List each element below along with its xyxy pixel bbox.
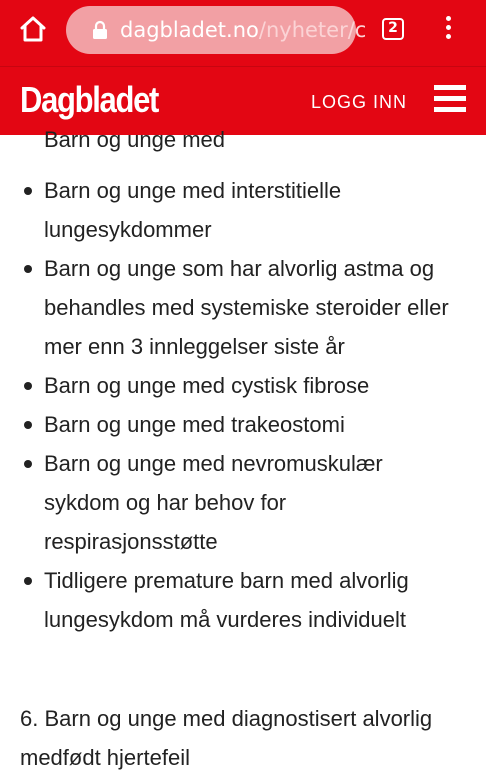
url-text[interactable]: [120, 17, 367, 43]
url-path: /nyheter/c: [258, 18, 367, 42]
clipped-text-line: Barn og unge med: [44, 127, 226, 152]
hamburger-menu-icon[interactable]: [434, 85, 466, 117]
list-item: Barn og unge med trakeostomi: [0, 405, 486, 444]
list-item: Tidligere premature barn med alvorlig lungesykdom må vurderes individuelt: [0, 561, 486, 639]
more-options-icon[interactable]: [442, 16, 454, 42]
list-item: Barn og unge med cystisk fibrose: [0, 366, 486, 405]
login-button[interactable]: LOGG INN: [311, 92, 408, 112]
home-icon[interactable]: [18, 14, 48, 44]
risk-group-list: [0, 171, 486, 639]
site-logo[interactable]: Dagbladet: [20, 79, 159, 120]
lock-icon: [92, 20, 108, 40]
article-body: [0, 127, 486, 770]
numbered-paragraph: 6. Barn og unge med diagnostisert alvorlig medfødt hjertefeil: [20, 706, 433, 770]
browser-toolbar: [0, 0, 486, 66]
address-bar[interactable]: [66, 6, 367, 54]
url-host: dagbladet.no: [120, 18, 259, 42]
list-item: Barn og unge med nevromuskulær sykdom og har behov for respirasjonsstøtte: [0, 444, 486, 561]
list-item: Barn og unge med interstitielle lungesykdommer: [0, 171, 486, 249]
list-item: Barn og unge som har alvorlig astma og behandles med systemiske steroider eller mer enn 3 innleggelser siste år: [0, 249, 486, 366]
tab-switcher-button[interactable]: 2: [382, 18, 404, 40]
